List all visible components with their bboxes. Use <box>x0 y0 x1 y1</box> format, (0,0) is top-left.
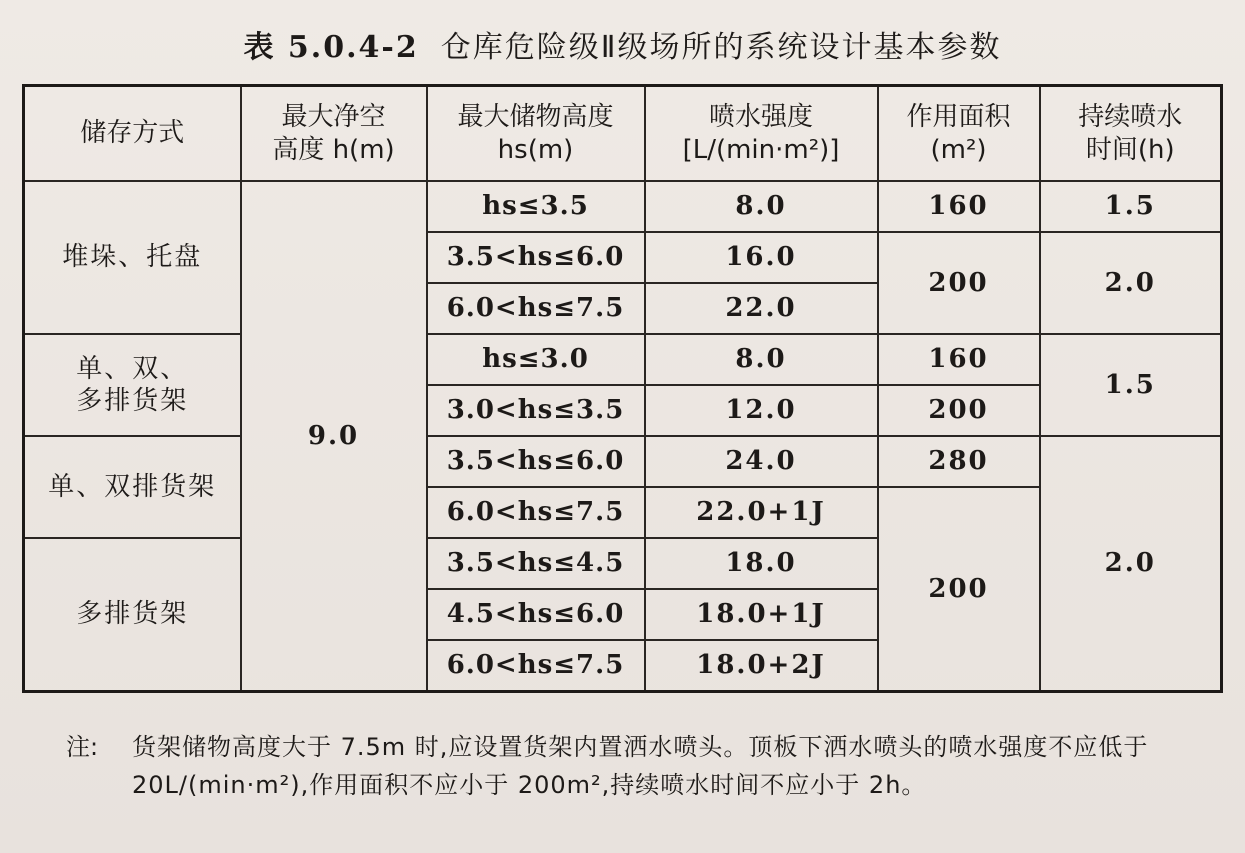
intensity-cell: 18.0+2J <box>645 640 878 692</box>
duration-cell: 2.0 <box>1040 436 1222 692</box>
intensity-cell: 22.0 <box>645 283 878 334</box>
header-storage-height: 最大储物高度 hs(m) <box>427 86 645 182</box>
table-title <box>0 22 1245 66</box>
storage-height-cell: hs≤3.5 <box>427 181 645 232</box>
storage-height-cell: hs≤3.0 <box>427 334 645 385</box>
note-label: 注: <box>66 733 99 761</box>
storage-height-cell: 3.5<hs≤6.0 <box>427 436 645 487</box>
intensity-cell: 8.0 <box>645 181 878 232</box>
area-cell: 200 <box>878 232 1040 334</box>
intensity-cell: 18.0+1J <box>645 589 878 640</box>
clear-height-cell: 9.0 <box>241 181 427 692</box>
storage-height-cell: 6.0<hs≤7.5 <box>427 640 645 692</box>
storage-method-cell: 单、双排货架 <box>24 436 241 538</box>
table-row <box>24 334 1222 385</box>
header-duration: 持续喷水 时间(h) <box>1040 86 1222 182</box>
intensity-cell: 8.0 <box>645 334 878 385</box>
area-cell: 280 <box>878 436 1040 487</box>
area-cell: 200 <box>878 487 1040 692</box>
intensity-cell: 18.0 <box>645 538 878 589</box>
storage-height-cell: 6.0<hs≤7.5 <box>427 283 645 334</box>
table-row <box>24 181 1222 232</box>
header-operating-area: 作用面积 (m²) <box>878 86 1040 182</box>
intensity-cell: 22.0+1J <box>645 487 878 538</box>
table-row <box>24 436 1222 487</box>
area-cell: 160 <box>878 334 1040 385</box>
storage-method-cell: 多排货架 <box>24 538 241 692</box>
intensity-cell: 12.0 <box>645 385 878 436</box>
table-number: 表 5.0.4-2 <box>243 30 419 65</box>
storage-height-cell: 4.5<hs≤6.0 <box>427 589 645 640</box>
storage-height-cell: 3.0<hs≤3.5 <box>427 385 645 436</box>
storage-method-cell: 堆垛、托盘 <box>24 181 241 334</box>
parameters-table <box>22 84 1223 693</box>
header-spray-intensity: 喷水强度 [L/(min·m²)] <box>645 86 878 182</box>
table-caption: 仓库危险级Ⅱ级场所的系统设计基本参数 <box>440 30 1002 65</box>
storage-height-cell: 3.5<hs≤4.5 <box>427 538 645 589</box>
storage-method-cell: 单、双、 多排货架 <box>24 334 241 436</box>
header-storage-method: 储存方式 <box>24 86 241 182</box>
duration-cell: 1.5 <box>1040 181 1222 232</box>
duration-cell: 2.0 <box>1040 232 1222 334</box>
table-note <box>66 728 1216 804</box>
intensity-cell: 16.0 <box>645 232 878 283</box>
area-cell: 200 <box>878 385 1040 436</box>
header-clear-height: 最大净空 高度 h(m) <box>241 86 427 182</box>
storage-height-cell: 3.5<hs≤6.0 <box>427 232 645 283</box>
note-text: 货架储物高度大于 7.5m 时,应设置货架内置洒水喷头。顶板下洒水喷头的喷水强度不应低于 20L/(min·m²),作用面积不应小于 200m²,持续喷水时间不应小于 2h。 <box>132 733 1149 799</box>
storage-height-cell: 6.0<hs≤7.5 <box>427 487 645 538</box>
area-cell: 160 <box>878 181 1040 232</box>
intensity-cell: 24.0 <box>645 436 878 487</box>
header-row <box>24 86 1222 182</box>
duration-cell: 1.5 <box>1040 334 1222 436</box>
